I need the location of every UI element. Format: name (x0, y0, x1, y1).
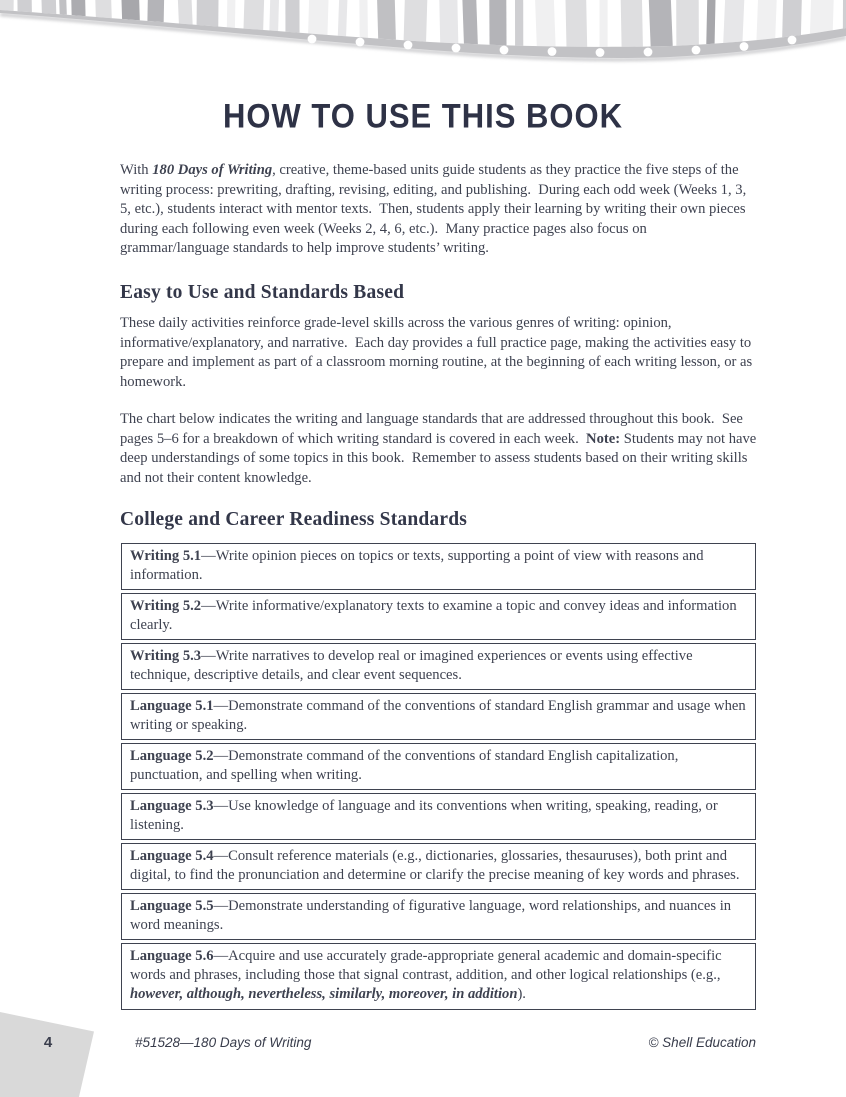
decorative-top-border (0, 0, 846, 80)
table-row (121, 543, 756, 590)
text-segment: Students may not have deep understandings of some topics in this book. Remember to assess students based on their writing skills and not their content knowledge. (120, 430, 760, 486)
standard-label: Language 5.3 (130, 798, 214, 814)
standard-label: Writing 5.2 (130, 598, 202, 614)
text-segment: —Acquire and use accurately grade-appropriate general academic and domain-specific words and phrases, including those that signal contrast, addition, and other logical relationships (e.g., (130, 948, 726, 984)
standard-label: Language 5.6 (130, 948, 214, 964)
text-segment: however, although, nevertheless, similarly, moreover, in addition (130, 986, 518, 1003)
page-number: 4 (43, 1034, 53, 1051)
chart-note-paragraph (120, 410, 760, 488)
section-heading-standards: College and Career Readiness Standards (120, 509, 468, 530)
intro-paragraph (120, 161, 757, 259)
text-segment: —Demonstrate understanding of figurative language, word relationships, and nuances in word meanings. (130, 898, 735, 934)
standard-label: Language 5.5 (130, 898, 214, 914)
text-segment: With (120, 162, 153, 178)
text-segment: —Write opinion pieces on topics or texts, supporting a point of view with reasons and information. (130, 548, 708, 584)
section-heading-easy-to-use: Easy to Use and Standards Based (120, 282, 405, 303)
page-number-tab (0, 1012, 94, 1097)
table-row (121, 693, 756, 740)
footer-book-id: #51528—180 Days of Writing (135, 1035, 312, 1050)
table-row (121, 593, 756, 640)
text-segment: —Write informative/explanatory texts to examine a topic and convey ideas and information clearly. (130, 598, 741, 634)
text-segment: 180 Days of Writing (152, 162, 273, 178)
standard-label: Writing 5.3 (130, 648, 202, 664)
text-segment: —Demonstrate command of the conventions of standard English grammar and usage when writing or speaking. (130, 698, 750, 734)
text-segment: —Consult reference materials (e.g., dictionaries, glossaries, thesauruses), both print and digital, to find the pronunciation and determine or clarify the precise meaning of key words and phrases. (130, 848, 740, 884)
footer-publisher: © Shell Education (648, 1035, 756, 1050)
table-row (121, 893, 756, 940)
standard-label: Language 5.1 (130, 698, 214, 714)
table-row (121, 643, 756, 690)
page-title: HOW TO USE THIS BOOK (222, 96, 624, 136)
table-row (121, 943, 756, 1010)
text-segment: —Use knowledge of language and its conventions when writing, speaking, reading, or listening. (130, 798, 722, 834)
text-segment: —Write narratives to develop real or imagined experiences or events using effective technique, descriptive details, and clear event sequences. (130, 648, 697, 684)
standard-label: Language 5.4 (130, 848, 214, 864)
text-segment: —Demonstrate command of the conventions of standard English capitalization, punctuation, and spelling when writing. (130, 748, 683, 784)
text-segment: Note: (586, 430, 621, 447)
table-row (121, 793, 756, 840)
standards-table (121, 543, 756, 1012)
text-segment: The chart below indicates the writing and language standards that are addressed throughout this book. See pages 5–6 for a breakdown of which writing standard is covered in each week. (120, 411, 747, 447)
table-row (121, 743, 756, 790)
text-segment: , creative, theme-based units guide students as they practice the five steps of the writing process: prewriting, drafting, revising, editing, and publishing. During each odd week (Weeks 1, 3, 5, etc.), students interact with mentor texts. Then, students apply their learning by writing their own pieces during each following even week (Weeks 2, 4, 6, etc.). Many practice pages also focus on grammar/language standards to help improve students’ writing. (120, 162, 750, 257)
standard-label: Language 5.2 (130, 748, 214, 764)
easy-to-use-paragraph: These daily activities reinforce grade-level skills across the various genres of writing: opinion, informative/explanatory, and narrative. Each day provides a full practice page, making the activities easy to prepare and implement as part of a classroom morning routine, at the beginning of each writing lesson, or as homework. (120, 315, 756, 390)
standard-label: Writing 5.1 (130, 548, 202, 564)
table-row (121, 843, 756, 890)
text-segment: ). (517, 986, 526, 1003)
